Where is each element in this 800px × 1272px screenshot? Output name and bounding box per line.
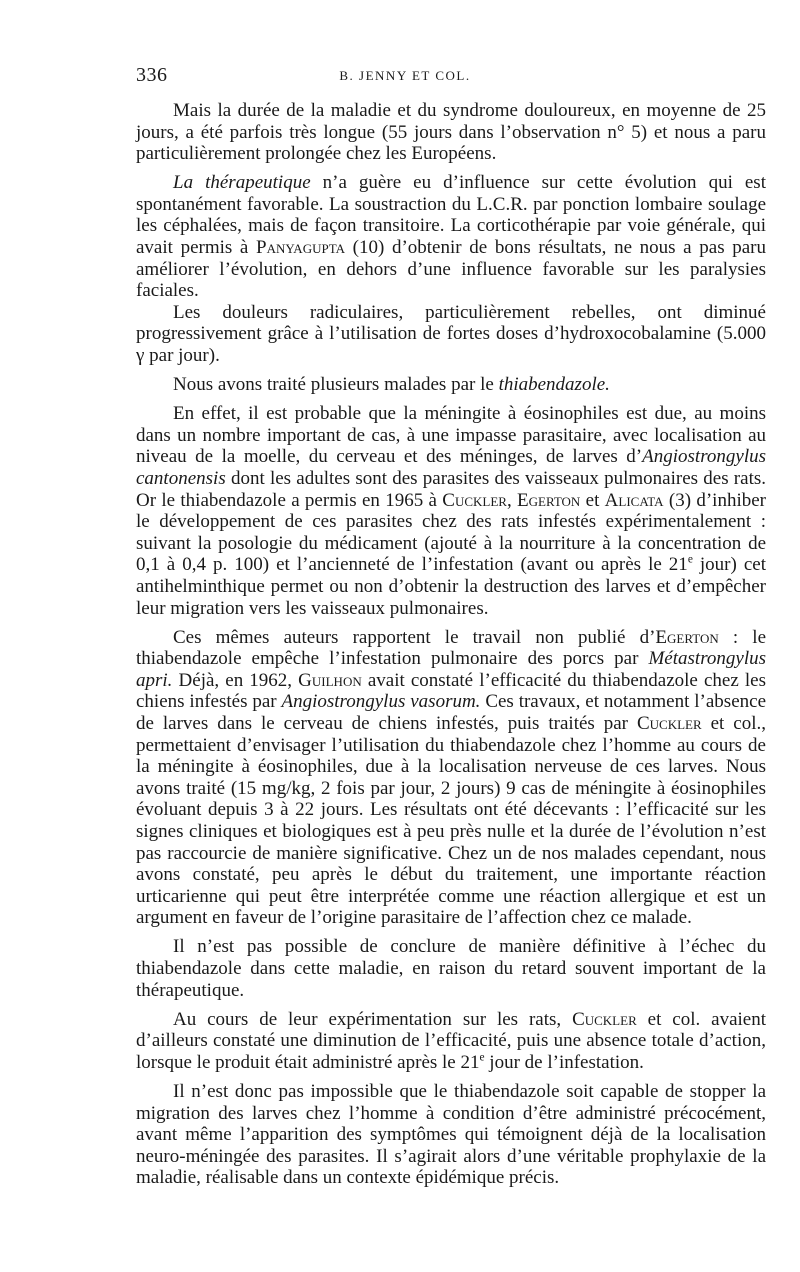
text-run: Panyagupta — [256, 237, 345, 259]
text-run: Egerton — [655, 626, 719, 648]
text-run: (10) d’obtenir de bons résultats, ne nous a pas paru améliorer l’évolution, en dehors d’une influence favorable sur les paralysies faciales. — [136, 237, 766, 302]
text-run: : le thiabendazole empêche l’infestation pulmonaire des porcs par — [136, 626, 766, 670]
running-head: B. JENNY ET COL. — [339, 68, 471, 83]
text-run: et col., permettaient d’envisager l’utilisation du thiabendazole chez l’homme au cours de la méningite à éosinophiles, due à la localisation nerveuse de ces larves. Nous avons traité (15 mg/kg, 2 fois par jour, 2 jours) 9 cas de méningite à éosinophiles évoluant depuis 3 à 22 jours. Les résultats ont été décevants : l’efficacité sur les signes cliniques et biologiques est à peu près nulle et la durée de l’évolution n’est pas raccourcie de manière significative. Chez un de nos malades cependant, nous avons constaté, peu après le début du traitement, une importante réaction urticarienne qui peut être interprétée comme une réaction allergique et est un argument en faveur de l’origine parasitaire de l’affection chez ce malade. — [136, 713, 766, 929]
text-run: Egerton — [517, 489, 581, 511]
text-run: e — [687, 554, 693, 567]
text-run: jour) cet antihelminthique permet ou non d’obtenir la destruction des larves et d’empêcher leur migration vers les vaisseaux pulmonaires. — [136, 554, 766, 619]
text-run: Cuckler — [572, 1008, 637, 1030]
paragraph-conclure — [136, 936, 766, 1001]
text-run: Mais la durée de la maladie et du syndrome douloureux, en moyenne de 25 jours, a été parfois très longue (55 jours dans l’observation n° 5) et nous a paru particulièrement prolongée chez les Européens. — [136, 100, 766, 165]
text-run: Il n’est donc pas impossible que le thiabendazole soit capable de stopper la migration des larves chez l’homme à condition d’être administré précocément, avant même l’apparition des symptômes qui témoignent déjà de la localisation neuro-méningée des parasites. Il s’agirait alors d’une véritable prophylaxie de la maladie, réalisable dans un contexte épidémique précis. — [136, 1081, 766, 1189]
page-number: 336 — [136, 64, 168, 86]
text-run: Cuckler — [442, 489, 507, 511]
paragraph-experimentation — [136, 1009, 766, 1074]
paragraph-douleurs — [136, 302, 766, 367]
page-header — [136, 64, 674, 90]
text-run: n’a guère eu d’influence sur cette évolution qui est spontanément favorable. La soustraction du L.C.R. par ponction lombaire soulage les céphalées, mais de façon transitoire. La corticothérapie par voie générale, qui avait permis à — [136, 172, 766, 259]
paragraph-therapeutique — [136, 172, 766, 302]
paragraph-duration — [136, 100, 766, 165]
text-run: Angiostrongylus vasorum. — [281, 691, 481, 713]
text-run: , — [506, 489, 518, 511]
text-run: Il n’est pas possible de conclure de manière définitive à l’échec du thiabendazole dans cette maladie, en raison du retard souvent important de la thérapeutique. — [136, 936, 766, 1001]
text-run: Métastrongylus apri. — [136, 648, 766, 691]
text-run: En effet, il est probable que la méningite à éosinophiles est due, au moins dans un nombre important de cas, à une impasse parasitaire, avec localisation au niveau de la moelle, du cerveau et des méninges, de larves d’ — [136, 403, 766, 468]
text-run: dont les adultes sont des parasites des vaisseaux pulmonaires des rats. Or le thiabendazole a permis en 1965 à — [136, 468, 766, 511]
text-run: jour de l’infestation. — [484, 1051, 644, 1073]
text-run: Déjà, en 1962, — [172, 669, 299, 691]
text-run: Ces mêmes auteurs rapportent le travail non publié d’ — [173, 626, 656, 648]
text-run: Angiostrongylus cantonensis — [136, 446, 766, 489]
text-run: La thérapeutique — [173, 172, 311, 194]
paragraph-memes-auteurs — [136, 627, 766, 929]
paragraph-prophylaxie — [136, 1081, 766, 1189]
paragraph-effet — [136, 403, 766, 619]
text-run: Nous avons traité plusieurs malades par le — [173, 374, 499, 396]
text-run: e — [479, 1051, 485, 1064]
text-run: et — [580, 489, 605, 511]
text-run: Cuckler — [636, 713, 702, 735]
paragraph-traite — [136, 374, 766, 396]
text-run: Guilhon — [298, 669, 362, 691]
text-run: Au cours de leur expérimentation sur les rats, — [173, 1008, 573, 1030]
body-text — [136, 100, 766, 1197]
text-run: avait constaté l’efficacité du thiabendazole chez les chiens infestés par — [136, 669, 766, 713]
text-run: Alicata — [604, 489, 664, 511]
text-run: Les douleurs radiculaires, particulièrement rebelles, ont diminué progressivement grâce à l’utilisation de fortes doses d’hydroxocobalamine (5.000 γ par jour). — [136, 301, 766, 367]
text-run: Ces travaux, et notamment l’absence de larves dans le cerveau de chiens infestés, puis traités par — [136, 691, 767, 735]
text-run: thiabendazole. — [498, 374, 610, 396]
text-run: (3) d’inhiber le développement de ces parasites chez des rats infestés expérimentalement : suivant la posologie du médicament (ajouté à la nourriture à la concentration de 0,1 à 0,4 p. 100) et l’ancienneté de l’infestation (avant ou après le 21 — [136, 489, 766, 576]
text-run: et col. avaient d’ailleurs constaté une diminution de l’efficacité, puis une absence totale d’action, lorsque le produit était administré après le 21 — [136, 1008, 766, 1073]
